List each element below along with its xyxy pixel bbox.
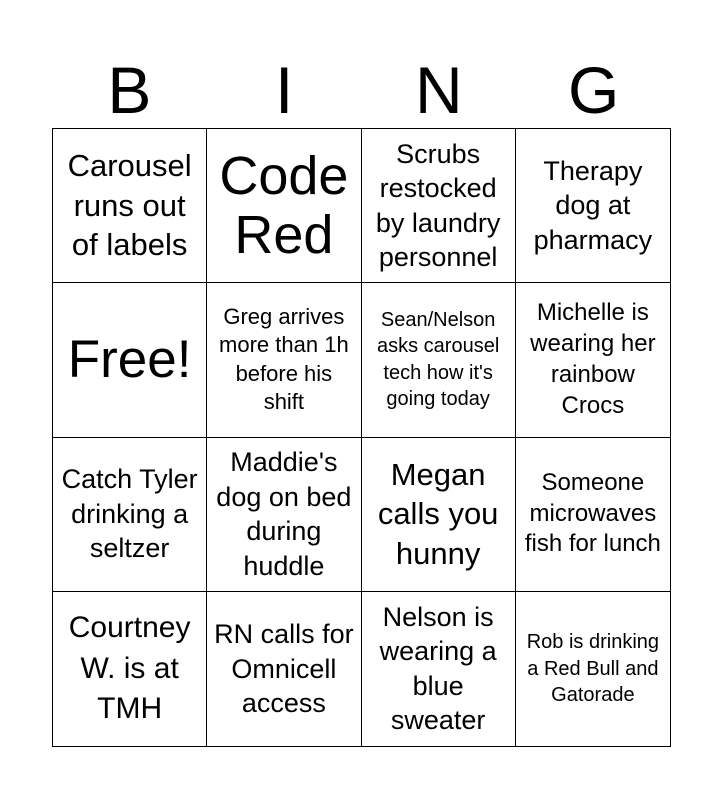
bingo-cell[interactable] (362, 592, 516, 746)
header-letter-g: G (567, 53, 620, 127)
bingo-cell[interactable] (53, 438, 207, 592)
bingo-cell-text: Courtney W. is at TMH (68, 611, 191, 726)
bingo-cell-text: Scrubs restocked by laundry personnel (375, 138, 501, 273)
bingo-cell-text: Code Red (219, 146, 349, 265)
header-letter-i: I (274, 53, 294, 127)
bingo-cell-text: RN calls for Omnicell access (214, 619, 354, 719)
bingo-cell[interactable] (207, 592, 361, 746)
bingo-cell-text: Greg arrives more than 1h before his shift (219, 303, 349, 415)
bingo-cell[interactable] (516, 438, 670, 592)
bingo-header (52, 52, 671, 128)
bingo-cell-text: Sean/Nelson asks carousel tech how it's going today (376, 309, 500, 411)
bingo-cell[interactable] (516, 283, 670, 437)
bingo-cell-text: Free! (67, 329, 192, 389)
bingo-cell[interactable] (362, 283, 516, 437)
bingo-cell[interactable] (516, 129, 670, 283)
bingo-cell[interactable] (53, 129, 207, 283)
bingo-card-grid (52, 128, 671, 747)
bingo-cell-text: Therapy dog at pharmacy (533, 155, 653, 255)
bingo-cell[interactable] (53, 592, 207, 746)
bingo-cell[interactable] (516, 592, 670, 746)
bingo-cell[interactable] (362, 129, 516, 283)
bingo-cell-text: Catch Tyler drinking a seltzer (61, 464, 198, 564)
bingo-cell-text: Maddie's dog on bed during huddle (216, 447, 352, 581)
bingo-cell[interactable] (207, 438, 361, 592)
bingo-cell[interactable] (207, 283, 361, 437)
header-letter-b: B (107, 53, 152, 127)
bingo-cell[interactable] (362, 438, 516, 592)
bingo-cell-free[interactable] (53, 283, 207, 437)
bingo-cell[interactable] (207, 129, 361, 283)
bingo-cell-text: Someone microwaves fish for lunch (524, 469, 661, 558)
bingo-cell-text: Carousel runs out of labels (67, 148, 192, 263)
bingo-cell-text: Nelson is wearing a blue sweater (379, 601, 497, 736)
bingo-cell-text: Rob is drinking a Red Bull and Gatorade (526, 631, 660, 707)
header-letter-n: N (415, 53, 463, 127)
bingo-cell-text: Michelle is wearing her rainbow Crocs (530, 299, 656, 419)
bingo-cell-text: Megan calls you hunny (377, 456, 499, 571)
